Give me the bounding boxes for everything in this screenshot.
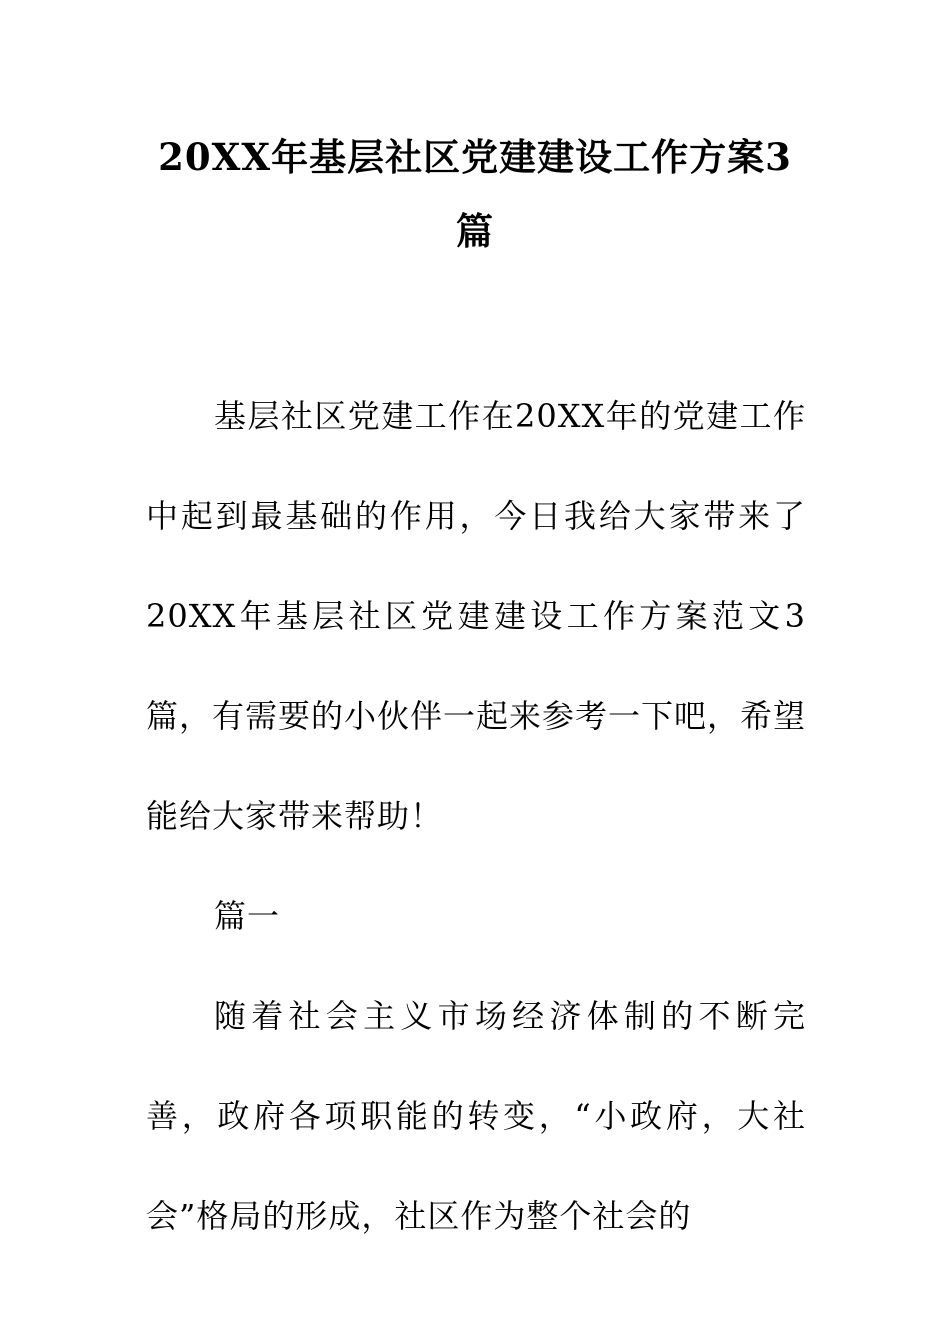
document-title: 20XX年基层社区党建建设工作方案3篇 [158,135,792,253]
section-heading: 篇一 [214,897,281,935]
section-paragraph: 随着社会主义市场经济体制的不断完善，政府各项职能的转变，“小政府，大社会”格局的形成，社区作为整个社会的 [146,997,806,1235]
intro-paragraph: 基层社区党建工作在20XX年的党建工作中起到最基础的作用，今日我给大家带来了20XX年基层社区党建建设工作方案范文3篇，有需要的小伙伴一起来参考一下吧，希望能给大家带来帮助！ [146,397,807,835]
document-body [146,366,806,1266]
